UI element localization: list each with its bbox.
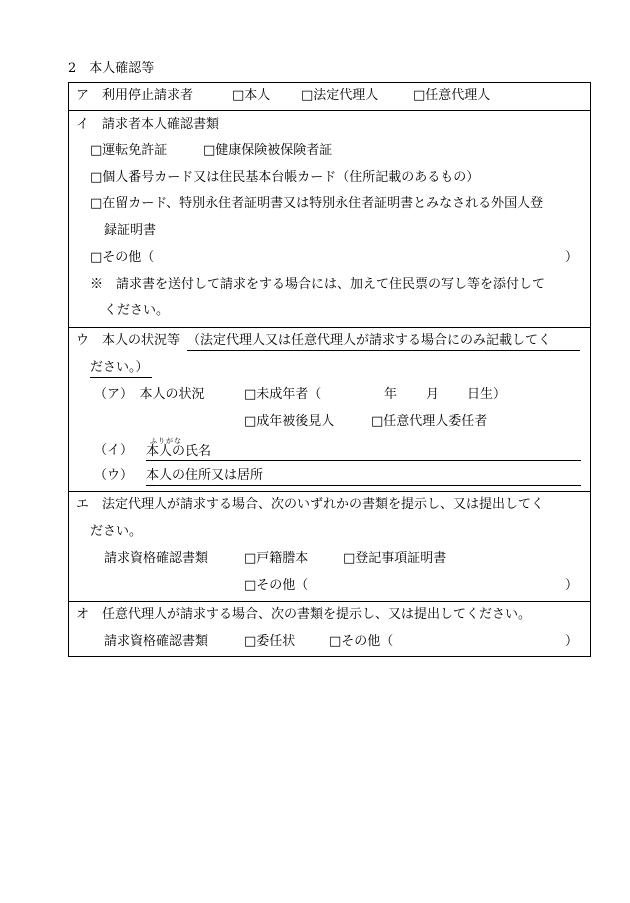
- birth-year-label: 年: [384, 387, 398, 402]
- checkbox-legal-representative[interactable]: □法定代理人: [301, 88, 379, 103]
- voluntary-rep-instructions: オ 任意代理人が請求する場合、次の書類を提示し、又は提出してください。: [76, 607, 532, 622]
- checkbox-health-insurance[interactable]: □健康保険被保険者証: [203, 143, 333, 158]
- principal-address-label: 本人の住所又は居所: [146, 468, 264, 483]
- principal-status-title: ウ 本人の状況等: [76, 333, 181, 348]
- checkbox-adult-ward[interactable]: □成年被後見人: [244, 414, 335, 429]
- title-underline: [90, 377, 152, 378]
- row-divider: [68, 110, 591, 111]
- principal-name-label: 本人の氏名: [146, 444, 212, 459]
- birth-month-label: 月: [426, 387, 440, 402]
- checkbox-voluntary-representative[interactable]: □任意代理人: [413, 88, 491, 103]
- mail-note: ※ 請求書を送付して請求をする場合には、加えて住民票の写し等を添付して: [90, 277, 546, 292]
- checkbox-minor[interactable]: □未成年者（: [244, 387, 322, 402]
- checkbox-other-voluntary-doc[interactable]: □その他（: [329, 634, 394, 649]
- checkbox-my-number-card[interactable]: □個人番号カード又は住民基本台帳カード（住所記載のあるもの）: [90, 170, 480, 185]
- row-divider: [68, 601, 591, 602]
- principal-name-field[interactable]: [146, 460, 581, 461]
- principal-status-condition: （法定代理人又は任意代理人が請求する場合にのみ記載してく: [187, 333, 552, 348]
- checkbox-other-legal-doc[interactable]: □その他（: [244, 578, 309, 593]
- address-item-label: （ウ）: [94, 468, 134, 483]
- mail-note-continued: ください。: [104, 303, 170, 318]
- checkbox-residence-card[interactable]: □在留カード、特別永住者証明書又は特別永住者証明書とみなされる外国人登: [90, 196, 544, 211]
- checkbox-principal[interactable]: □本人: [232, 88, 271, 103]
- row-divider: [68, 491, 591, 492]
- checkbox-power-of-attorney[interactable]: □委任状: [244, 634, 296, 649]
- voluntary-rep-doc-label: 請求資格確認書類: [104, 634, 209, 649]
- checkbox-drivers-license[interactable]: □運転免許証: [90, 143, 168, 158]
- section-heading: 2 本人確認等: [68, 61, 155, 76]
- title-underline: [187, 350, 580, 351]
- id-docs-title: イ 請求者本人確認書類: [76, 117, 220, 132]
- residence-card-continued: 録証明書: [104, 223, 157, 238]
- name-furigana: ふりがな: [150, 437, 182, 445]
- name-item-label: （イ）: [94, 443, 134, 458]
- legal-rep-instructions-continued: ださい。: [90, 524, 143, 539]
- row-divider: [68, 327, 591, 328]
- principal-status-condition-continued: ださい。）: [90, 360, 149, 375]
- close-paren: ）: [565, 634, 579, 649]
- checkbox-other-id[interactable]: □その他（: [90, 250, 155, 265]
- checkbox-voluntary-principal[interactable]: □任意代理人委任者: [371, 414, 488, 429]
- close-paren: ）: [565, 578, 579, 593]
- requester-label: ア 利用停止請求者: [76, 88, 194, 103]
- legal-rep-instructions: エ 法定代理人が請求する場合、次のいずれかの書類を提示し、又は提出してく: [76, 497, 545, 512]
- principal-address-field[interactable]: [146, 485, 581, 486]
- checkbox-registry-certificate[interactable]: □登記事項証明書: [343, 551, 447, 566]
- legal-rep-doc-label: 請求資格確認書類: [104, 551, 209, 566]
- checkbox-family-register[interactable]: □戸籍謄本: [244, 551, 309, 566]
- close-paren: ）: [565, 250, 579, 265]
- principal-status-label: （ア） 本人の状況: [94, 387, 205, 402]
- birth-day-label: 日生）: [467, 387, 507, 402]
